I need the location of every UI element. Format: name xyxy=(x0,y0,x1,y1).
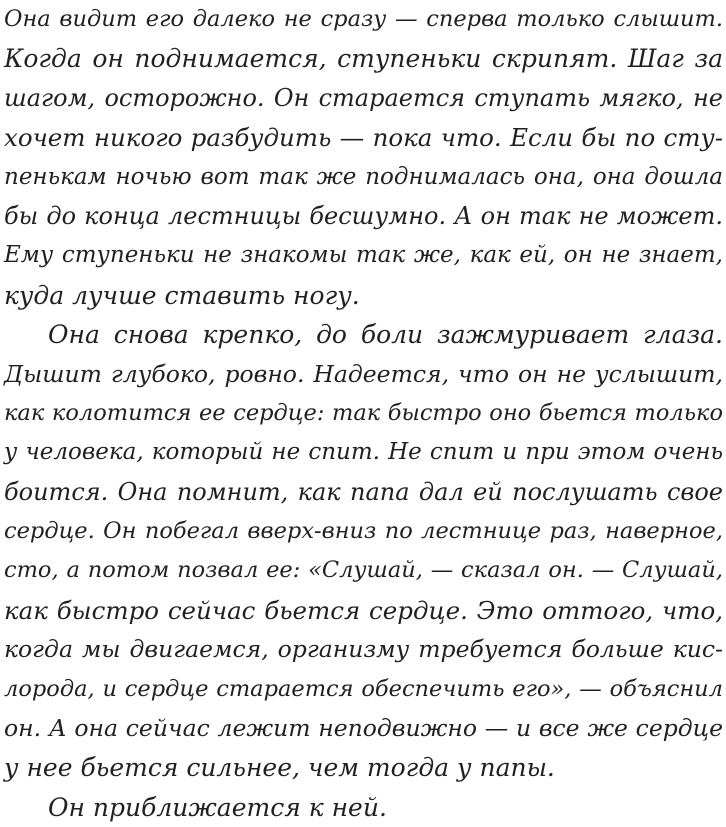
text-line: как колотится ее сердце: так быстро оно бьется только xyxy=(4,399,723,426)
text-line: Дышит глубоко, ровно. Надеется, что он не услышит, xyxy=(4,359,723,388)
text-line: как быстро сейчас бьется сердце. Это оттого, что, xyxy=(4,595,723,625)
text-line: у человека, который не спит. Не спит и при этом очень xyxy=(4,439,723,466)
text-line: он. А она сейчас лежит неподвижно — и все же сердце xyxy=(4,714,723,743)
text-line: сто, а потом позвал ее: «Слушай, — сказал он. — Слушай, xyxy=(4,557,723,584)
paragraph xyxy=(4,788,723,827)
text-line: пенькам ночью вот так же поднималась она, она дошла xyxy=(4,163,723,190)
text-line: когда мы двигаемся, организму требуется больше кис- xyxy=(4,635,723,664)
text-line: шагом, осторожно. Он старается ступать мягко, не xyxy=(4,83,723,112)
text-line: сердце. Он побегал вверх-вниз по лестнице раз, наверное, xyxy=(4,518,723,545)
text-line: Он приближается к ней. xyxy=(48,792,387,822)
paragraph xyxy=(4,0,723,315)
text-line: Когда он поднимается, ступеньки скрипят. Шаг за xyxy=(4,44,723,74)
text-line: у нее бьется сильнее, чем тогда у папы. xyxy=(4,753,555,783)
paragraph xyxy=(4,315,723,788)
text-line: куда лучше ставить ногу. xyxy=(4,280,360,310)
text-line: боится. Она помнит, как папа дал ей послушать свое xyxy=(4,477,723,506)
text-line: лорода, и сердце старается обеспечить его», — объяснил xyxy=(4,675,723,702)
text-line: Она снова крепко, до боли зажмуривает глаза. xyxy=(48,320,723,350)
text-line: хочет никого разбудить — пока что. Если бы по сту- xyxy=(4,123,723,153)
text-line: Ему ступеньки не знакомы так же, как ей, он не знает, xyxy=(4,242,723,269)
text-line: Она видит его далеко не сразу — сперва только слышит. xyxy=(4,6,723,32)
text-line: бы до конца лестницы бесшумно. А он так не может. xyxy=(4,201,723,230)
